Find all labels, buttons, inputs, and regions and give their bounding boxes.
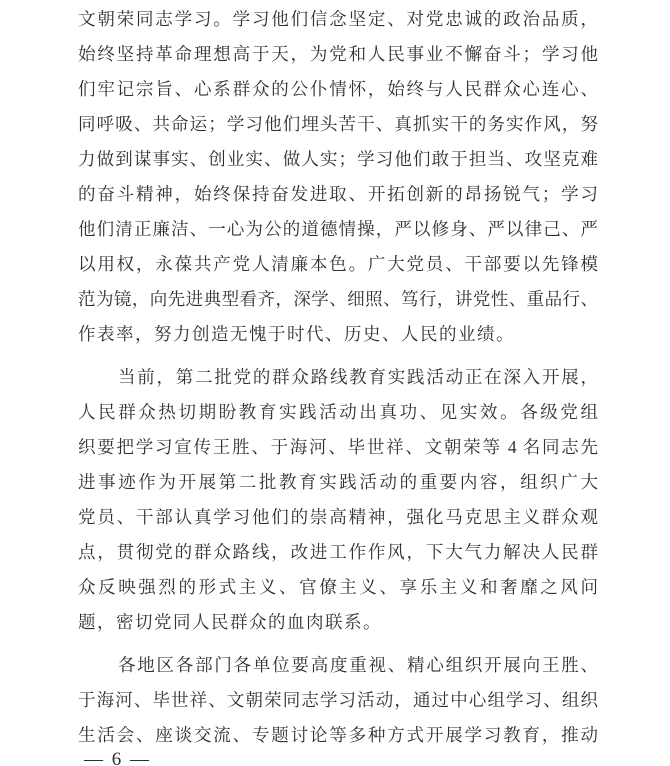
page-number: — 6 — (84, 749, 151, 766)
text-line: 力做到谋事实、创业实、做人实；学习他们敢于担当、攻坚克难 (78, 149, 598, 169)
text-line: 于海河、毕世祥、文朝荣同志学习活动，通过中心组学习、组织 (78, 690, 598, 710)
text-line: 题，密切党同人民群众的血肉联系。 (78, 612, 382, 632)
document-text-block (78, 2, 598, 753)
text-line: 点，贯彻党的群众路线，改进工作作风，下大气力解决人民群 (78, 542, 598, 562)
text-line: 作表率，努力创造无愧于时代、历史、人民的业绩。 (78, 324, 515, 344)
text-line: 人民群众热切期盼教育实践活动出真功、见实效。各级党组 (78, 402, 598, 422)
paragraph (78, 2, 598, 352)
text-line: 文朝荣同志学习。学习他们信念坚定、对党忠诚的政治品质， (78, 9, 598, 29)
paragraph (78, 360, 598, 640)
text-line: 进事迹作为开展第二批教育实践活动的重要内容，组织广大 (78, 472, 598, 492)
text-line: 各地区各部门各单位要高度重视、精心组织开展向王胜、 (118, 655, 598, 675)
paragraph (78, 648, 598, 753)
text-line: 他们清正廉洁、一心为公的道德情操，严以修身、严以律己、严 (78, 219, 598, 239)
text-line: 同呼吸、共命运；学习他们埋头苦干、真抓实干的务实作风，努 (78, 114, 598, 134)
text-line: 当前，第二批党的群众路线教育实践活动正在深入开展， (118, 367, 598, 387)
text-line: 的奋斗精神，始终保持奋发进取、开拓创新的昂扬锐气；学习 (78, 184, 598, 204)
text-line: 党员、干部认真学习他们的崇高精神，强化马克思主义群众观 (78, 507, 598, 527)
text-line: 始终坚持革命理想高于天，为党和人民事业不懈奋斗；学习他 (78, 44, 598, 64)
text-line: 织要把学习宣传王胜、于海河、毕世祥、文朝荣等 4 名同志先 (78, 437, 598, 457)
text-line: 生活会、座谈交流、专题讨论等多种方式开展学习教育，推动 (78, 725, 598, 745)
text-line: 范为镜，向先进典型看齐，深学、细照、笃行，讲党性、重品行、 (78, 289, 598, 309)
text-line: 以用权，永葆共产党人清廉本色。广大党员、干部要以先锋模 (78, 254, 598, 274)
text-line: 众反映强烈的形式主义、官僚主义、享乐主义和奢靡之风问 (78, 577, 598, 597)
text-line: 们牢记宗旨、心系群众的公仆情怀，始终与人民群众心连心、 (78, 79, 598, 99)
